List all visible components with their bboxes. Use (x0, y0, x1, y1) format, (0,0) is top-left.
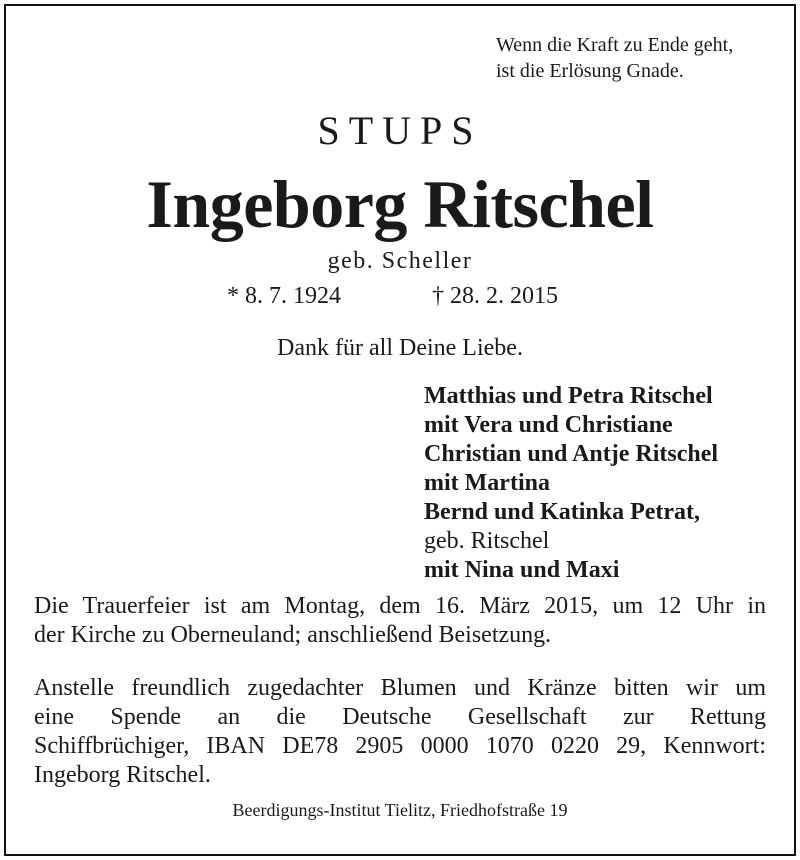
mourner-line: mit Vera und Christiane (424, 412, 673, 438)
birth-date: * 8. 7. 1924 (227, 283, 341, 309)
donation-line-2: eine Spende an die Deutsche Gesellschaft zur Rettung (34, 704, 766, 730)
thanks-line: Dank für all Deine Liebe. (277, 335, 523, 361)
donation-paragraph (34, 674, 766, 790)
born-name: geb. Scheller (327, 248, 473, 274)
death-date: † 28. 2. 2015 (432, 283, 558, 309)
mourner-line: mit Nina und Maxi (424, 557, 620, 583)
mourner-line: mit Martina (424, 470, 550, 496)
funeral-home-footer: Beerdigungs-Institut Tielitz, Friedhofstraße 19 (232, 800, 568, 820)
mourner-line: geb. Ritschel (424, 528, 550, 554)
mourners-list (424, 382, 718, 585)
motto-line-1: Wenn die Kraft zu Ende geht, (496, 34, 734, 56)
funeral-line-1: Die Trauerfeier ist am Montag, dem 16. März 2015, um 12 Uhr in (34, 593, 766, 619)
mourner-line: Christian und Antje Ritschel (424, 441, 719, 467)
donation-line-3: Schiffbrüchiger, IBAN DE78 2905 0000 1070 0220 29, Kennwort: (34, 733, 766, 759)
deceased-name: Ingeborg Ritschel (146, 166, 654, 242)
donation-line-4: Ingeborg Ritschel. (34, 762, 211, 788)
nickname: STUPS (317, 108, 483, 153)
funeral-line-2: der Kirche zu Oberneuland; anschließend Beisetzung. (34, 622, 552, 648)
motto-line-2: ist die Erlösung Gnade. (496, 60, 684, 82)
donation-line-1: Anstelle freundlich zugedachter Blumen und Kränze bitten wir um (34, 675, 766, 701)
mourner-line: Bernd und Katinka Petrat, (424, 499, 701, 525)
mourner-line: Matthias und Petra Ritschel (424, 383, 713, 409)
motto (496, 32, 733, 84)
funeral-paragraph (34, 592, 766, 650)
